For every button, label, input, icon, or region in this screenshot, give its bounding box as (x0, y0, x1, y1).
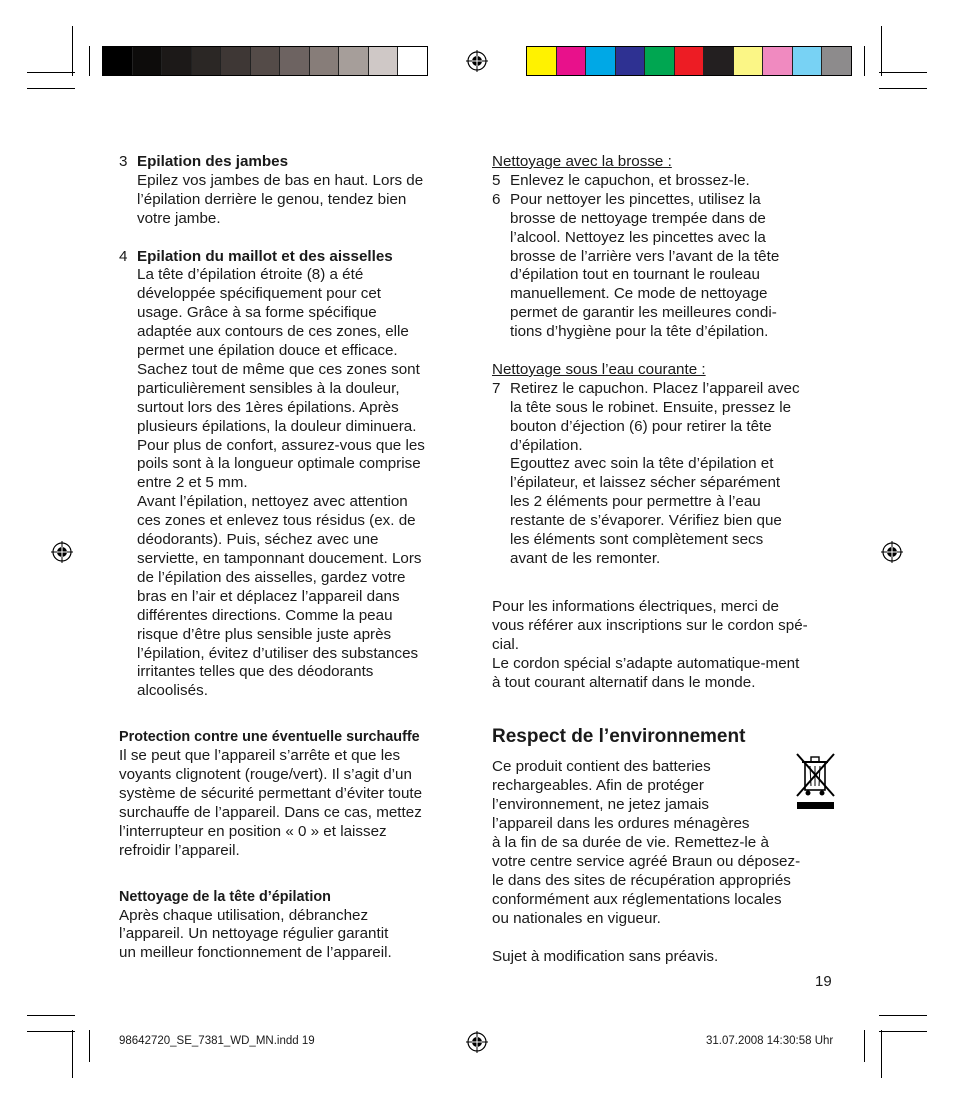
footer-timestamp: 31.07.2008 14:30:58 Uhr (706, 1035, 834, 1047)
environment-section (492, 758, 842, 928)
environment-body: à la fin de sa durée de vie. Remettez-le à votre centre service agréé Braun ou déposez- le dans des sites de récupération appropriés conformément aux réglementations locales ou nationales en vigueur. (492, 834, 801, 927)
grayscale-color-bar (102, 46, 428, 76)
color-swatch (251, 47, 281, 75)
step-7 (492, 380, 842, 569)
color-swatch (557, 47, 587, 75)
step-body: Enlevez le capuchon, et brossez-le. (510, 171, 750, 189)
crop-mark (27, 1015, 75, 1016)
color-swatch (103, 47, 133, 75)
section-bikini-underarm (119, 248, 469, 702)
step-5 (492, 172, 842, 191)
item-number: 6 (492, 190, 501, 208)
crossed-out-wheelie-bin-icon (794, 752, 838, 812)
color-swatch (675, 47, 705, 75)
crop-mark (879, 1031, 927, 1032)
color-swatch (822, 47, 851, 75)
item-number: 5 (492, 171, 501, 189)
electrical-info: Pour les informations électriques, merci de vous référer aux inscriptions sur le cordon spé- cial. Le cordon spécial s’adapte automatique-ment à tout courant alternatif dans le monde. (492, 597, 808, 691)
color-swatch (280, 47, 310, 75)
page-number: 19 (815, 973, 832, 990)
color-swatch (310, 47, 340, 75)
crop-mark (89, 1030, 90, 1062)
environment-body-narrow: Ce produit contient des batteries rechargeables. Afin de protéger l’environnement, ne jetez jamais l’appareil dans les ordures ménagères (492, 758, 750, 833)
color-swatch (527, 47, 557, 75)
footer-file-name: 98642720_SE_7381_WD_MN.indd 19 (119, 1035, 315, 1047)
crop-mark (879, 1015, 927, 1016)
crop-mark (89, 46, 90, 76)
step-6 (492, 191, 842, 342)
color-swatch (763, 47, 793, 75)
step-body: Pour nettoyer les pincettes, utilisez la brosse de nettoyage trempée dans de l’alcool. Nettoyez les pincettes avec la brosse de l’arrière vers l’avant de la tête d’épilation tout en tournant le rouleau manuellement. Ce mode de nettoyage permet de garantir les meilleures condi- tions d’hygiène pour la tête d’épilation. (510, 190, 780, 341)
brush-cleaning-heading: Nettoyage avec la brosse : (492, 153, 672, 170)
color-swatch (704, 47, 734, 75)
crop-mark (881, 26, 882, 76)
color-swatch (586, 47, 616, 75)
section-body: La tête d’épilation étroite (8) a été développée spécifiquement pour cet usage. Grâce à sa forme spécifique adaptée aux contours de ces zones, elle permet une épilation douce et efficace. Sachez tout de même que ces zones sont particulièrement sensibles à la douleur, surtout lors des 1ères épilations. Après plusieurs épilations, la douleur diminuera. Pour plus de confort, assurez-vous que les poils sont à la longueur optimale comprise entre 2 et 5 mm. Avant l’épilation, nettoyez avec attention ces zones et enlevez tous résidus (ex. de déodorants). Puis, séchez avec une serviette, en tamponnant doucement. Lors de l’épilation des aisselles, gardez votre bras en l’air et déplacez l’appareil dans différentes directions. Comme la peau risque d’être plus sensible juste après l’épilation, évitez d’utiliser des substances irritantes telles que des déodorants alcoolisés. (137, 266, 425, 700)
crop-mark (27, 72, 75, 73)
crop-mark (72, 1030, 73, 1078)
registration-mark-icon (466, 50, 488, 72)
crop-mark (72, 26, 73, 76)
color-swatch (616, 47, 646, 75)
crop-mark (27, 88, 75, 89)
crop-mark (879, 72, 927, 73)
right-column (492, 153, 842, 966)
section-leg-epilation (119, 153, 469, 229)
color-swatch (221, 47, 251, 75)
section-body: Epilez vos jambes de bas en haut. Lors de l’épilation derrière le genou, tendez bien votre jambe. (137, 171, 424, 227)
item-number: 3 (119, 153, 128, 170)
registration-mark-icon (466, 1031, 488, 1053)
crop-mark (864, 46, 865, 76)
color-swatch (369, 47, 399, 75)
water-cleaning-heading: Nettoyage sous l’eau courante : (492, 360, 706, 378)
color-swatch (162, 47, 192, 75)
registration-mark-icon (881, 541, 903, 563)
section-head-cleaning (119, 888, 469, 964)
item-number: 7 (492, 379, 501, 397)
color-swatch (793, 47, 823, 75)
left-column (119, 153, 469, 963)
process-color-bar (526, 46, 852, 76)
section-title: Protection contre une éventuelle surchauffe (119, 729, 420, 746)
notice-text: Sujet à modification sans préavis. (492, 947, 719, 965)
crop-mark (27, 1031, 75, 1032)
section-body: Il se peut que l’appareil s’arrête et que les voyants clignotent (rouge/vert). Il s’agit d’un système de sécurité permettant d’éviter toute surchauffe de l’appareil. Dans ce cas, mettez l’interrupteur en position « 0 » et laissez refroidir l’appareil. (119, 747, 423, 859)
color-swatch (192, 47, 222, 75)
color-swatch (133, 47, 163, 75)
environment-heading: Respect de l’environnement (492, 726, 746, 748)
section-title: Nettoyage de la tête d’épilation (119, 888, 331, 905)
section-title: Epilation du maillot et des aisselles (137, 247, 393, 265)
crop-mark (881, 1030, 882, 1078)
section-body: Après chaque utilisation, débranchez l’appareil. Un nettoyage régulier garantit un meilleur fonctionnement de l’appareil. (119, 906, 392, 962)
crop-mark (879, 88, 927, 89)
color-swatch (734, 47, 764, 75)
step-body: Retirez le capuchon. Placez l’appareil avec la tête sous le robinet. Ensuite, pressez le bouton d’éjection (6) pour retirer la tête d’épilation. Egouttez avec soin la tête d’épilation et l’épilateur, et laissez sécher séparément les 2 éléments pour permettre à l’eau restante de s’évaporer. Vérifiez bien que les éléments sont complètement secs avant de les remonter. (510, 379, 800, 568)
color-swatch (398, 47, 427, 75)
color-swatch (339, 47, 369, 75)
section-title: Epilation des jambes (137, 153, 289, 170)
item-number: 4 (119, 247, 128, 265)
color-swatch (645, 47, 675, 75)
crop-mark (864, 1030, 865, 1062)
registration-mark-icon (51, 541, 73, 563)
section-overheat-protection (119, 728, 469, 860)
